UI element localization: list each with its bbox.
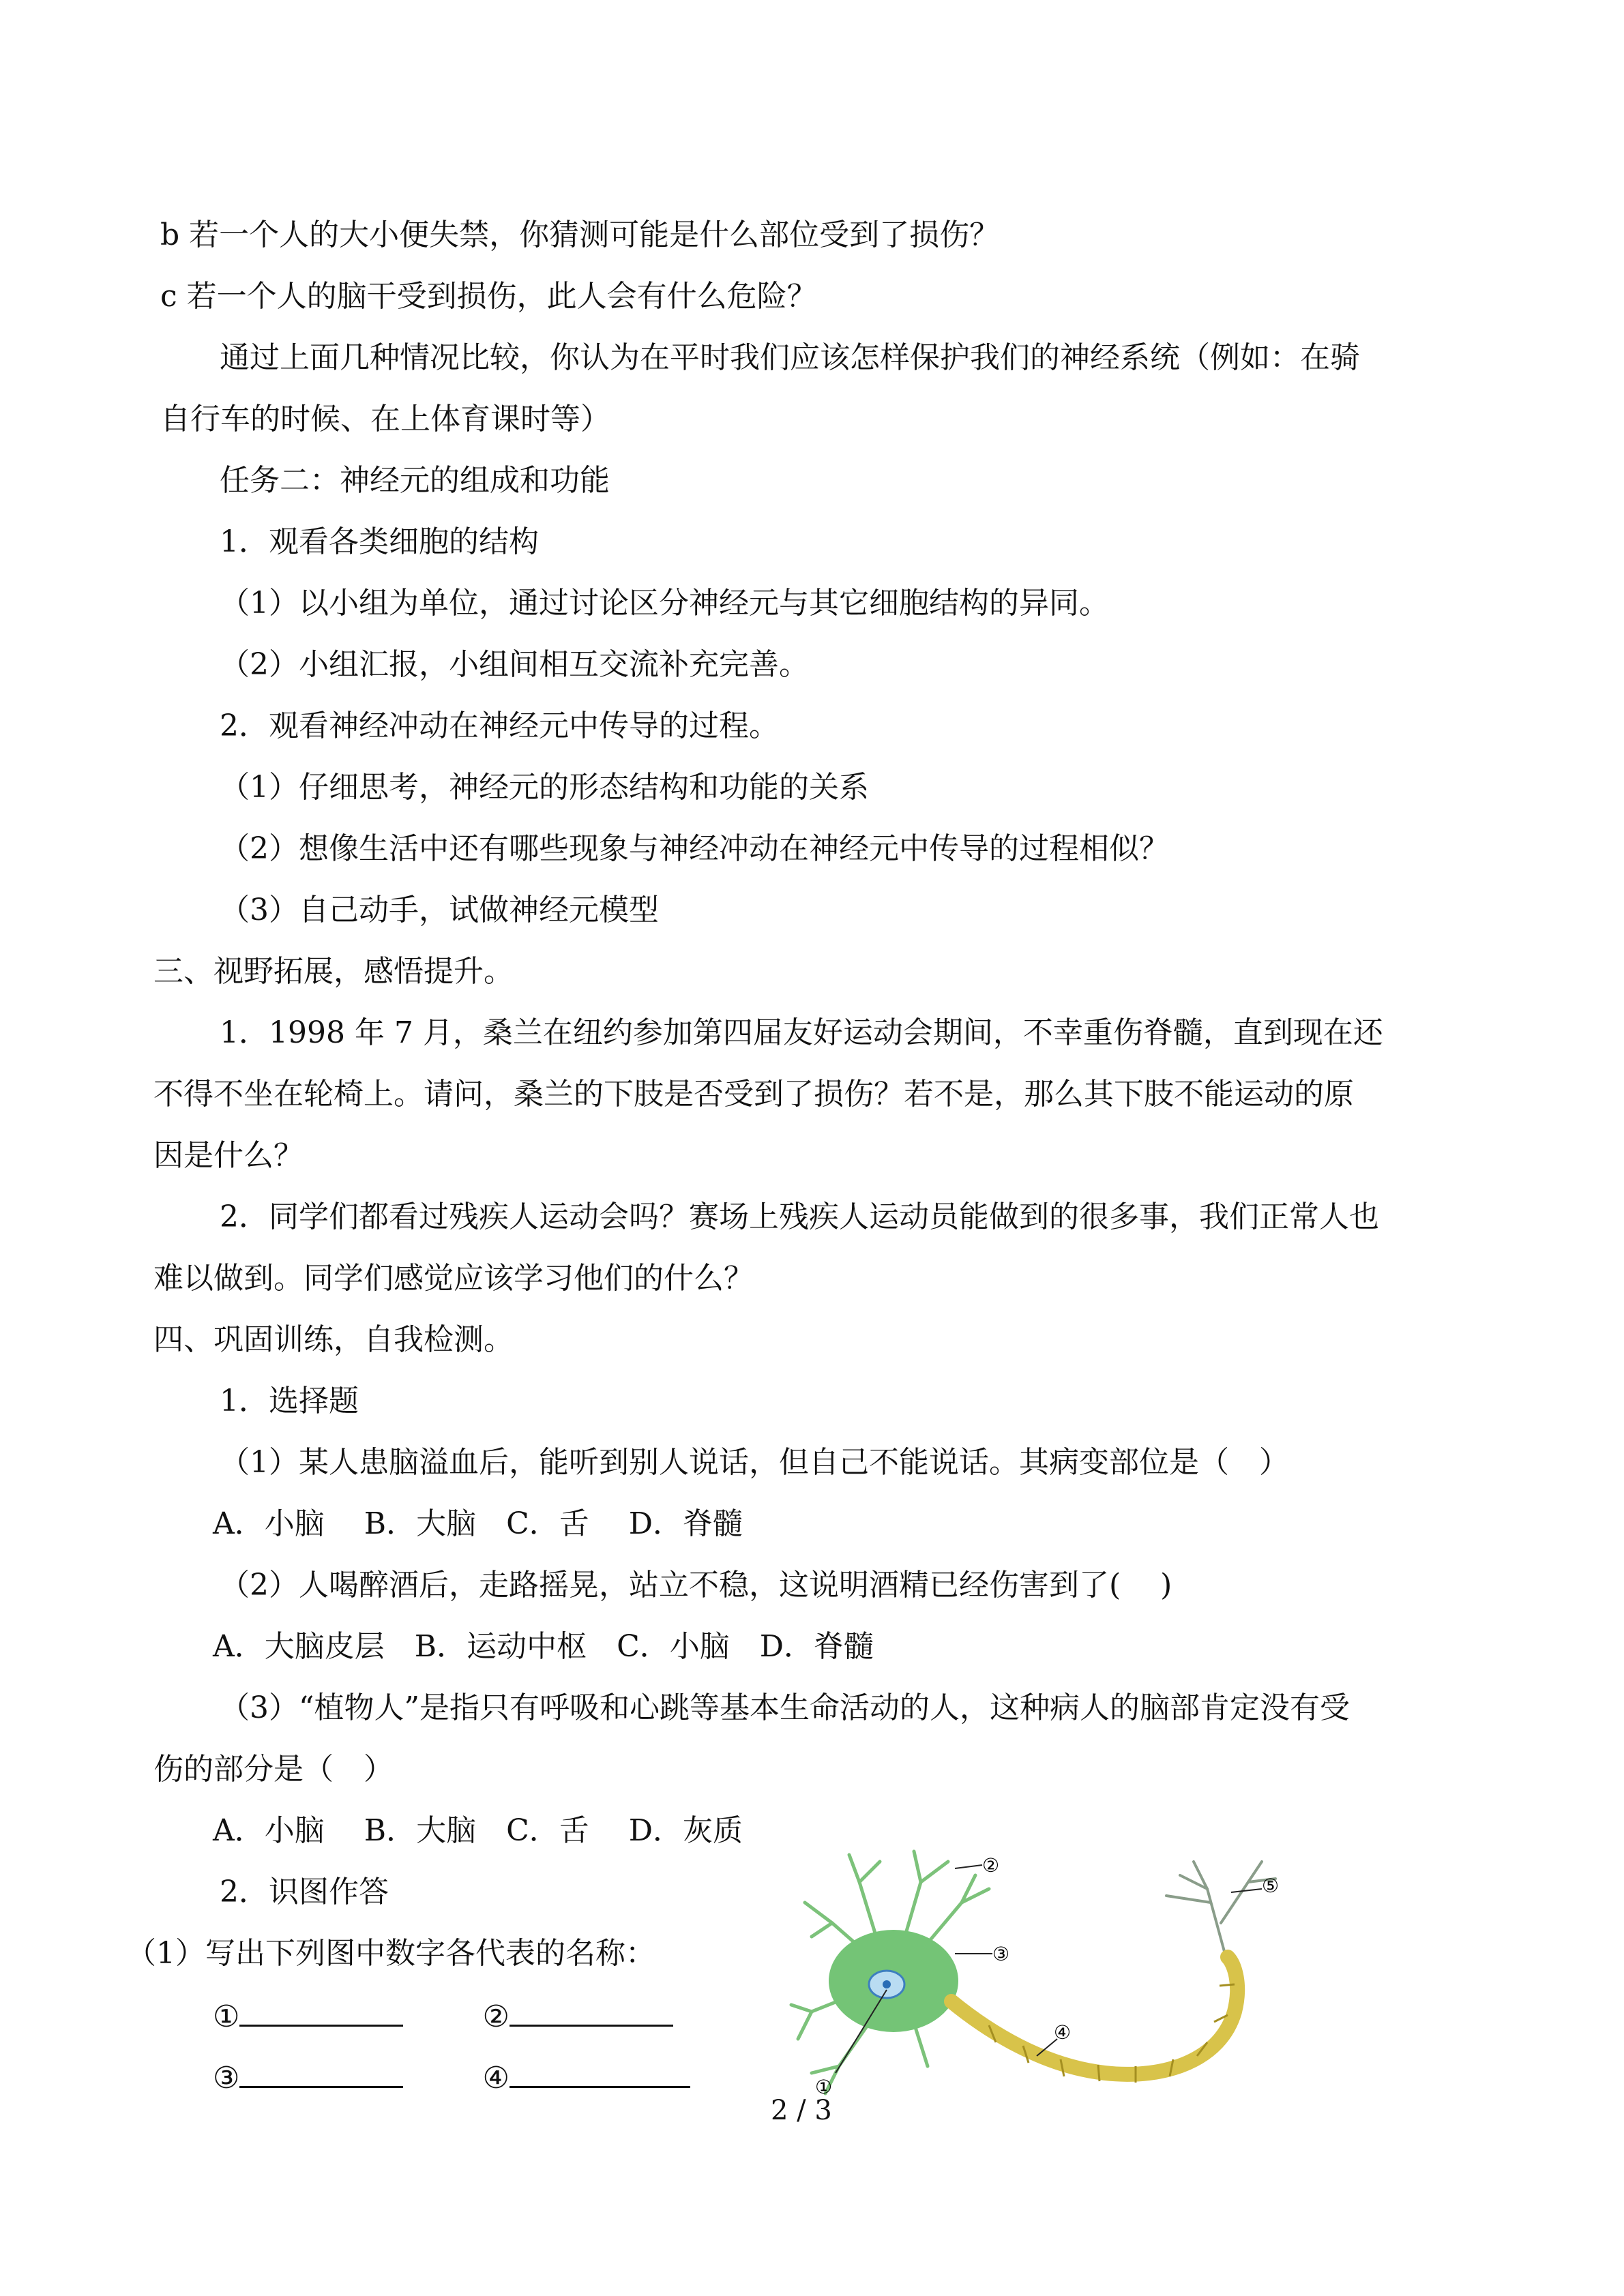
blank-label-1: ①	[213, 1999, 240, 2034]
options: A．大脑皮层 B．运动中枢 C．小脑 D．脊髓	[213, 1629, 874, 1664]
answer-blank-1[interactable]	[239, 1995, 403, 2027]
section-heading: 任务二：神经元的组成和功能	[220, 463, 610, 498]
section-heading: 四、巩固训练，自我检测。	[153, 1322, 514, 1357]
text-line: 1．选择题	[220, 1384, 359, 1418]
text-line: （1）仔细思考，神经元的形态结构和功能的关系	[220, 770, 869, 805]
label-3: ③	[992, 1943, 1010, 1965]
text-line: 2．识图作答	[220, 1875, 389, 1909]
axon	[951, 1957, 1237, 2074]
text-line: （2）小组汇报，小组间相互交流补充完善。	[220, 647, 809, 682]
blank-label-2: ②	[482, 1999, 510, 2034]
text-line: 不得不坐在轮椅上。请问，桑兰的下肢是否受到了损伤？若不是，那么其下肢不能运动的原	[153, 1077, 1354, 1112]
text-line: （1）以小组为单位，通过讨论区分神经元与其它细胞结构的异同。	[220, 586, 1109, 621]
text-line: 通过上面几种情况比较，你认为在平时我们应该怎样保护我们的神经系统（例如：在骑	[220, 340, 1360, 375]
blank-label-3: ③	[213, 2061, 240, 2096]
label-1: ①	[815, 2076, 833, 2098]
options: A．小脑 B．大脑 C．舌 D．灰质	[213, 1813, 743, 1848]
blank-label-4: ④	[482, 2061, 510, 2096]
text-line: 伤的部分是（ ）	[153, 1752, 394, 1787]
answer-row-2	[213, 2056, 690, 2099]
label-4: ④	[1054, 2021, 1072, 2044]
axon-terminal	[1166, 1862, 1275, 1964]
page-number: 2 / 3	[771, 2095, 832, 2126]
text-line: 2．观看神经冲动在神经元中传导的过程。	[220, 709, 779, 743]
answer-blank-2[interactable]	[510, 1995, 673, 2027]
label-2: ②	[982, 1854, 1000, 1877]
text-line: 1．观看各类细胞的结构	[220, 524, 539, 559]
text-line: 2．同学们都看过残疾人运动会吗？赛场上残疾人运动员能做到的很多事，我们正常人也	[220, 1199, 1379, 1234]
question: （1）某人患脑溢血后，能听到别人说话，但自己不能说话。其病变部位是（ ）	[220, 1445, 1289, 1480]
text-line: （2）想像生活中还有哪些现象与神经冲动在神经元中传导的过程相似？	[220, 831, 1169, 866]
label-5: ⑤	[1262, 1875, 1280, 1897]
text-line: 因是什么？	[153, 1138, 304, 1173]
question: （2）人喝醉酒后，走路摇晃，站立不稳，这说明酒精已经伤害到了( )	[220, 1568, 1172, 1602]
options: A．小脑 B．大脑 C．舌 D．脊髓	[213, 1506, 743, 1541]
section-heading: 三、视野拓展，感悟提升。	[153, 954, 514, 989]
text-line: （3）自己动手，试做神经元模型	[220, 893, 659, 927]
text-line: 1．1998 年 7 月，桑兰在纽约参加第四届友好运动会期间，不幸重伤脊髓，直到现在还	[220, 1015, 1383, 1050]
neuron-diagram	[784, 1841, 1303, 2114]
text-line: （1）写出下列图中数字各代表的名称：	[126, 1936, 655, 1971]
answer-blank-4[interactable]	[510, 2056, 690, 2088]
text-line: b 若一个人的大小便失禁，你猜测可能是什么部位受到了损伤？	[160, 218, 1000, 252]
answer-row-1	[213, 1995, 673, 2038]
text-line: 自行车的时候、在上体育课时等）	[160, 402, 610, 436]
text-line: 难以做到。同学们感觉应该学习他们的什么？	[153, 1261, 754, 1296]
answer-blank-3[interactable]	[239, 2056, 403, 2088]
text-line: c 若一个人的脑干受到损伤，此人会有什么危险？	[160, 279, 817, 314]
question: （3）“植物人”是指只有呼吸和心跳等基本生命活动的人，这种病人的脑部肯定没有受	[220, 1690, 1350, 1725]
